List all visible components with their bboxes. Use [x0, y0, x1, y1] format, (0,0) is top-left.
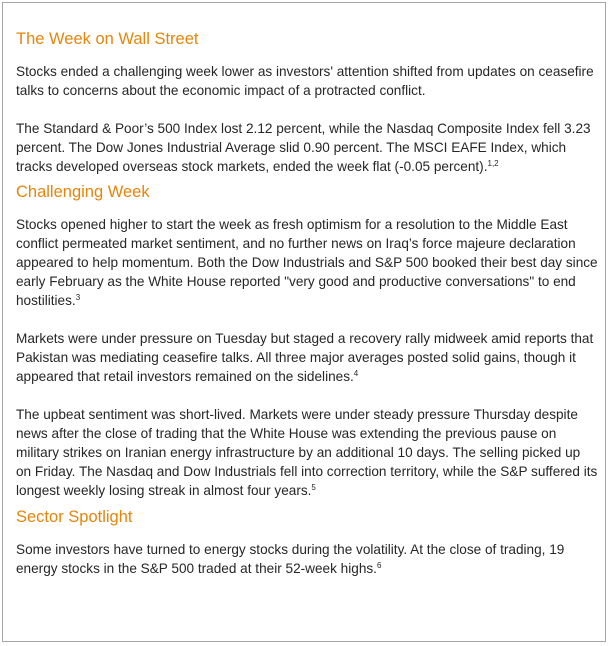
paragraph-text: Stocks ended a challenging week lower as investors' attention shifted from updates on ceasefire talks to concerns about the economic impact of a protracted conflict.: [16, 64, 594, 98]
paragraph-text: The upbeat sentiment was short-lived. Markets were under steady pressure Thursday despite news after the close of trading that the White House was extending the previous pause on military strikes on Iranian energy infrastructure by an additional 10 days. The selling picked up on Friday. The Nasdaq and Dow Industrials fell into correction territory, while the S&P suffered its longest weekly losing streak in almost four years.: [16, 407, 598, 498]
paragraph: [16, 405, 598, 500]
paragraph-text: Stocks opened higher to start the week as fresh optimism for a resolution to the Middle East conflict permeated market sentiment, and no further news on Iraq’s force majeure declaration appeared to help momentum. Both the Dow Industrials and S&P 500 booked their best day since early February as the White House reported "very good and productive conversations" to end hostilities.: [16, 217, 598, 308]
footnote-marker: 4: [353, 369, 359, 378]
footnote-marker: 5: [311, 483, 316, 492]
paragraph: [16, 215, 598, 310]
section-heading-week-on-wall-street: The Week on Wall Street: [16, 30, 199, 48]
paragraph: [16, 329, 598, 386]
footnote-marker: 3: [75, 293, 81, 302]
paragraph-text: The Standard & Poor’s 500 Index lost 2.12 percent, while the Nasdaq Composite Index fell 3.23 percent. The Dow Jones Industrial Average slid 0.90 percent. The MSCI EAFE Index, which tracks developed overseas stock markets, ended the week flat (-0.05 percent).: [16, 121, 591, 174]
paragraph: [16, 540, 598, 578]
paragraph: [16, 119, 598, 176]
footnote-marker: 6: [376, 561, 382, 570]
section-heading-sector-spotlight: Sector Spotlight: [16, 508, 133, 526]
paragraph-text: Markets were under pressure on Tuesday but staged a recovery rally midweek amid reports that Pakistan was mediating ceasefire talks. All three major averages posted solid gains, though it appeared that retail investors remained on the sidelines.: [16, 331, 594, 384]
paragraph-text: Some investors have turned to energy stocks during the volatility. At the close of trading, 19 energy stocks in the S&P 500 traded at their 52-week highs.: [16, 542, 565, 576]
section-heading-challenging-week: Challenging Week: [16, 183, 150, 201]
newsletter-frame: [2, 2, 606, 642]
paragraph: [16, 62, 598, 100]
newsletter-content: [16, 29, 598, 578]
footnote-marker: 1,2: [487, 159, 499, 168]
